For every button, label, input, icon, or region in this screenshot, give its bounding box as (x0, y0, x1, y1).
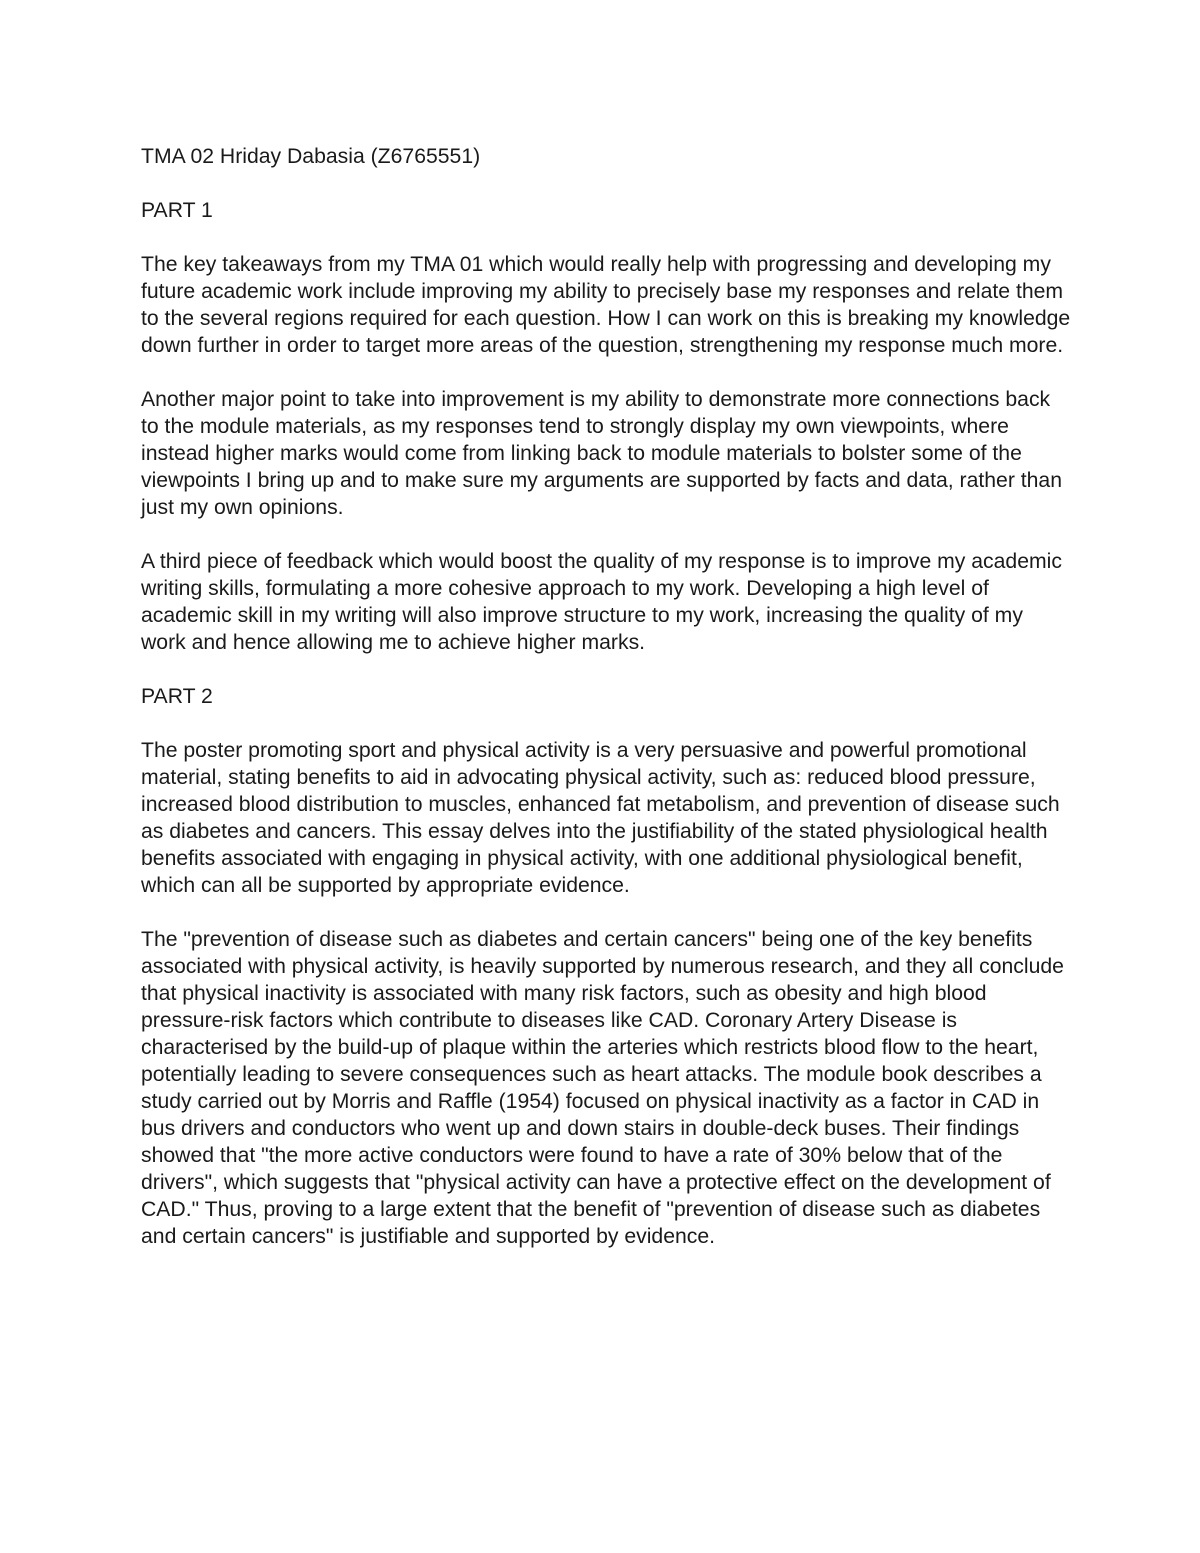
part1-paragraph-1: The key takeaways from my TMA 01 which would really help with progressing and developing my future academic work include improving my ability to precisely base my responses and relate them to the several regions required for each question. How I can work on this is breaking my knowledge down further in order to target more areas of the question, strengthening my response much more. (141, 253, 1071, 357)
document-body (141, 143, 1071, 1277)
part2-heading: PART 2 (141, 685, 213, 708)
part1-paragraph-2: Another major point to take into improvement is my ability to demonstrate more connections back to the module materials, as my responses tend to strongly display my own viewpoints, where instead higher marks would come from linking back to module materials to bolster some of the viewpoints I bring up and to make sure my arguments are supported by facts and data, rather than just my own opinions. (141, 388, 1062, 519)
part2-paragraph-1: The poster promoting sport and physical activity is a very persuasive and powerful promotional material, stating benefits to aid in advocating physical activity, such as: reduced blood pressure, increased blood distribution to muscles, enhanced fat metabolism, and prevention of disease such as diabetes and cancers. This essay delves into the justifiability of the stated physiological health benefits associated with engaging in physical activity, with one additional physiological benefit, which can all be supported by appropriate evidence. (141, 739, 1060, 897)
part2-paragraph-2: The "prevention of disease such as diabetes and certain cancers" being one of the key benefits associated with physical activity, is heavily supported by numerous research, and they all conclude that physical inactivity is associated with many risk factors, such as obesity and high blood pressure-risk factors which contribute to diseases like CAD. Coronary Artery Disease is characterised by the build-up of plaque within the arteries which restricts blood flow to the heart, potentially leading to severe consequences such as heart attacks. The module book describes a study carried out by Morris and Raffle (1954) focused on physical inactivity as a factor in CAD in bus drivers and conductors who went up and down stairs in double-deck buses. Their findings showed that "the more active conductors were found to have a rate of 30% below that of the drivers", which suggests that "physical activity can have a protective effect on the development of CAD." Thus, proving to a large extent that the benefit of "prevention of disease such as diabetes and certain cancers" is justifiable and supported by evidence. (141, 928, 1064, 1248)
document-title: TMA 02 Hriday Dabasia (Z6765551) (141, 145, 481, 168)
part1-heading: PART 1 (141, 199, 213, 222)
part1-paragraph-3: A third piece of feedback which would boost the quality of my response is to improve my academic writing skills, formulating a more cohesive approach to my work. Developing a high level of academic skill in my writing will also improve structure to my work, increasing the quality of my work and hence allowing me to achieve higher marks. (141, 550, 1062, 654)
